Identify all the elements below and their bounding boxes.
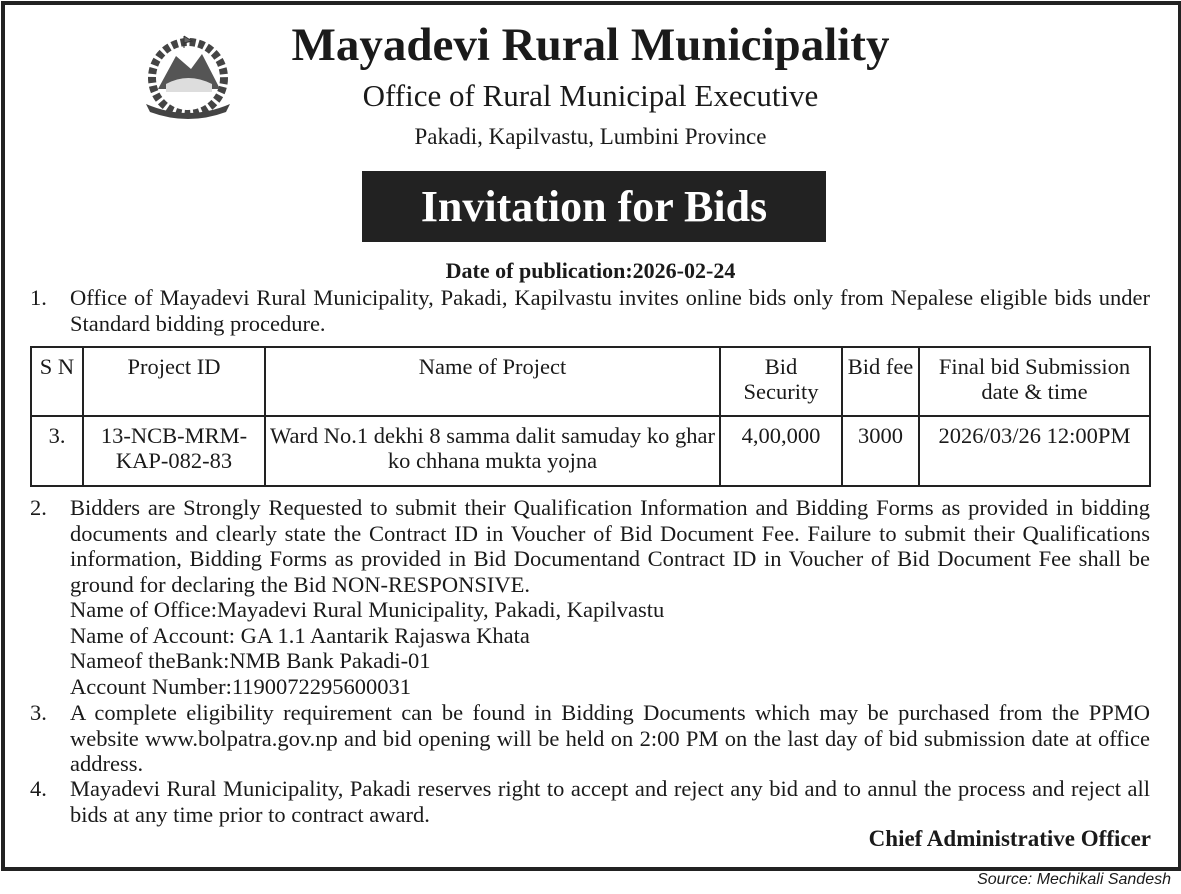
clause-2 [30, 495, 1150, 699]
source-credit: Source: Mechikali Sandesh [977, 871, 1171, 888]
projects-table [30, 346, 1151, 487]
clause-number: 4. [30, 776, 47, 801]
cell-project-name: Ward No.1 dekhi 8 samma dalit samuday ko ghar ko chhana mukta yojna [265, 416, 720, 486]
col-sn: S N [31, 347, 83, 416]
clause-text: Bidders are Strongly Requested to submit their Qualification Information and Bidding Forms as provided in bidding documents and clearly state the Contract ID in Voucher of Bid Document Fee. Failure to submit their Qualifications information, Bidding Forms as provided in Bid Documentand Contract ID in Voucher of Bid Document Fee shall be ground for declaring the Bid NON-RESPONSIVE. [70, 495, 1150, 597]
cell-project-id: 13-NCB-MRM-KAP-082-83 [83, 416, 265, 486]
publication-date: Date of publication:2026-02-24 [445, 258, 736, 283]
bank-name: Nameof theBank:NMB Bank Pakadi-01 [70, 648, 431, 673]
cell-submission-date: 2026/03/26 12:00PM [919, 416, 1150, 486]
office-name: Name of Office:Mayadevi Rural Municipality, Pakadi, Kapilvastu [70, 597, 665, 622]
col-project-id: Project ID [83, 347, 265, 416]
account-details [70, 597, 1150, 699]
municipality-title: Mayadevi Rural Municipality [291, 19, 890, 71]
clause-text: Mayadevi Rural Municipality, Pakadi reserves right to accept and reject any bid and to annul the process and reject all bids at any time prior to contract award. [70, 776, 1150, 827]
table-header-row [31, 347, 1150, 416]
col-submission-date: Final bid Submission date & time [919, 347, 1150, 416]
col-bid-security: Bid Security [720, 347, 842, 416]
office-address: Pakadi, Kapilvastu, Lumbini Province [414, 124, 767, 149]
table-row [31, 416, 1150, 486]
clause-1 [30, 285, 1150, 336]
clause-number: 3. [30, 700, 47, 725]
cell-sn: 3. [31, 416, 83, 486]
cell-bid-security: 4,00,000 [720, 416, 842, 486]
col-project-name: Name of Project [265, 347, 720, 416]
account-number: Account Number:1190072295600031 [70, 673, 411, 699]
cell-bid-fee: 3000 [842, 416, 919, 486]
clause-3 [30, 700, 1150, 777]
clause-4 [30, 776, 1150, 827]
account-name: Name of Account: GA 1.1 Aantarik Rajaswa Khata [70, 622, 530, 648]
office-subtitle: Office of Rural Municipal Executive [362, 78, 819, 113]
notice-banner: Invitation for Bids [362, 171, 826, 242]
clause-text: A complete eligibility requirement can be found in Bidding Documents which may be purchased from the PPMO website www.bolpatra.gov.np and bid opening will be held on 2:00 PM on the last day of bid submission date at office address. [70, 700, 1150, 776]
col-bid-fee: Bid fee [842, 347, 919, 416]
signature-title: Chief Administrative Officer [868, 826, 1151, 851]
clause-number: 2. [30, 495, 47, 520]
clause-text: Office of Mayadevi Rural Municipality, Pakadi, Kapilvastu invites online bids only from Nepalese eligible bids under Standard bidding procedure. [70, 285, 1150, 336]
clause-number: 1. [30, 285, 47, 310]
